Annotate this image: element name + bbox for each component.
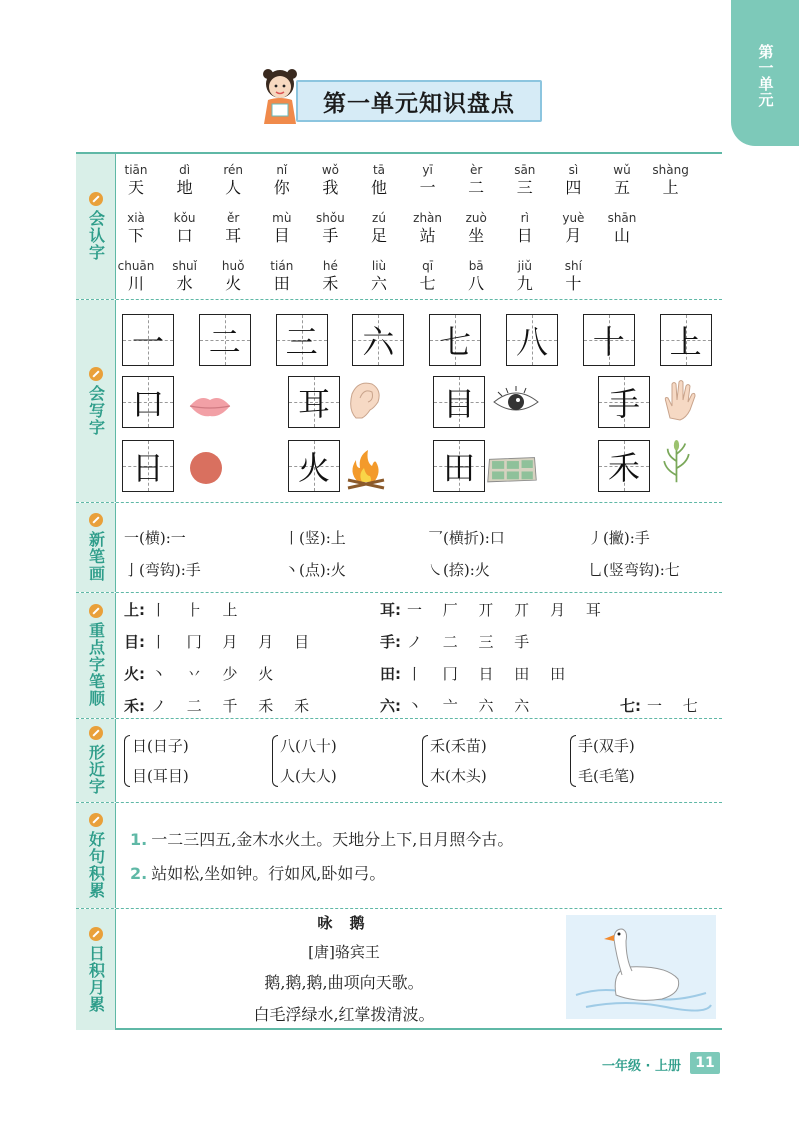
pencil-icon: [89, 192, 103, 206]
hanzi: 目: [273, 226, 290, 245]
hanzi: 上: [662, 178, 679, 197]
hanzi: 川: [127, 274, 144, 293]
tianzige-box: [506, 314, 558, 366]
pinyin: sān: [514, 163, 536, 177]
tianzige-box: [199, 314, 251, 366]
unit-side-tab: 第一单元: [731, 0, 799, 146]
order-steps: 丶 亠 六 六: [407, 697, 531, 715]
pinyin-char: [161, 258, 209, 294]
section-label: 重点字笔顺: [76, 593, 116, 718]
pencil-icon: [89, 367, 103, 381]
pinyin-char: [501, 258, 549, 294]
pinyin-char: [112, 210, 160, 246]
hanzi: 八: [468, 274, 485, 293]
pencil-icon: [89, 513, 103, 527]
section-daily: [76, 909, 722, 1030]
pinyin-char: [161, 210, 209, 246]
section-strokes: [76, 503, 722, 593]
pinyin-line: [117, 258, 722, 304]
hanzi: 田: [273, 274, 290, 293]
pinyin: chuān: [117, 259, 155, 273]
hanzi: 山: [613, 226, 630, 245]
pinyin: shí: [564, 259, 582, 273]
hanzi: 坐: [468, 226, 485, 245]
hanzi: 他: [370, 178, 387, 197]
order-steps: 丨 ⺊ 上: [151, 601, 239, 619]
tianzige-box: [352, 314, 404, 366]
tianzige-box: [288, 440, 340, 492]
stroke-item: 丿(撇):手: [588, 529, 650, 547]
hanzi: 人: [225, 178, 242, 197]
pinyin-char: [306, 258, 354, 294]
pinyin-char: [501, 210, 549, 246]
stroke-order-item: [380, 631, 530, 652]
order-char: 耳:: [380, 601, 401, 619]
stroke-item: 一(横):一: [124, 529, 186, 547]
pinyin-char: [258, 258, 306, 294]
title-banner: [256, 64, 556, 128]
pinyin-char: [404, 258, 452, 294]
pinyin: tiān: [124, 163, 148, 177]
pinyin: nǐ: [276, 163, 288, 177]
write-char: 上: [669, 323, 702, 361]
pencil-icon: [89, 604, 103, 618]
hanzi: 六: [370, 274, 387, 293]
similar-word: 手(双手): [578, 737, 635, 755]
tianzige-box: [122, 376, 174, 428]
stroke-item: 亅(弯钩):手: [124, 561, 201, 579]
stroke-order-item: [620, 695, 699, 716]
order-steps: 一 七: [647, 697, 699, 715]
pinyin-char: [306, 210, 354, 246]
order-steps: 丨 冂 日 田 田: [407, 665, 567, 683]
pinyin-char: [258, 162, 306, 198]
tianzige-box: [122, 440, 174, 492]
tianzige-box: [583, 314, 635, 366]
similar-word: 目(耳目): [132, 767, 189, 785]
hanzi: 禾: [322, 274, 339, 293]
pinyin: tián: [270, 259, 294, 273]
pinyin-line: [124, 162, 722, 208]
stroke-order-item: [380, 663, 566, 684]
pinyin: shàng: [652, 163, 689, 177]
hanzi: 九: [516, 274, 533, 293]
poem: [224, 909, 464, 1031]
hanzi: 四: [565, 178, 582, 197]
pinyin: ěr: [227, 211, 240, 225]
order-steps: ノ 二 千 禾 禾: [151, 697, 311, 715]
pinyin: xià: [127, 211, 145, 225]
pinyin-char: [355, 210, 403, 246]
similar-word: 禾(禾苗): [430, 737, 487, 755]
similar-pair: [570, 731, 635, 791]
hanzi: 你: [273, 178, 290, 197]
pinyin-char: [598, 210, 646, 246]
section-label: 会认字: [76, 154, 116, 299]
hanzi: 我: [322, 178, 339, 197]
section-label: 形近字: [76, 719, 116, 802]
hanzi: 下: [127, 226, 144, 245]
write-char: 十: [592, 323, 625, 361]
hanzi: 站: [419, 226, 436, 245]
write-char: 口: [131, 385, 164, 423]
similar-word: 毛(毛笔): [578, 767, 635, 785]
write-char: 日: [131, 449, 164, 487]
pinyin-char: [452, 210, 500, 246]
write-char: 手: [607, 385, 640, 423]
write-char: 田: [442, 449, 475, 487]
section-order: [76, 593, 722, 719]
pinyin-char: [112, 162, 160, 198]
field-icon: [486, 446, 538, 490]
pinyin: èr: [470, 163, 483, 177]
pinyin-char: [355, 258, 403, 294]
hanzi: 三: [516, 178, 533, 197]
hanzi: 水: [176, 274, 193, 293]
pencil-icon: [89, 726, 103, 740]
hanzi: 手: [322, 226, 339, 245]
similar-word: 人(大人): [280, 767, 337, 785]
pinyin-char: [306, 162, 354, 198]
recognize-content: [117, 154, 722, 299]
pinyin: yuè: [562, 211, 585, 225]
lips-icon: [184, 384, 236, 428]
hanzi: 一: [419, 178, 436, 197]
order-char: 目:: [124, 633, 145, 651]
stroke-order-item: [124, 599, 239, 620]
pinyin: shǒu: [315, 211, 345, 225]
eye-icon: [490, 380, 542, 424]
pinyin: sì: [568, 163, 579, 177]
pinyin-char: [452, 258, 500, 294]
rice-plant-icon: [654, 440, 706, 484]
similar-pair: [272, 731, 337, 791]
order-char: 上:: [124, 601, 145, 619]
similar-word: 八(八十): [280, 737, 337, 755]
pinyin: zhàn: [413, 211, 443, 225]
book-label: 一年级 · 上册: [602, 1059, 681, 1074]
hanzi: 地: [176, 178, 193, 197]
pinyin: hé: [322, 259, 338, 273]
poem-author: [唐]骆宾王: [308, 943, 380, 961]
write-char: 火: [297, 449, 330, 487]
poem-verse: 鹅,鹅,鹅,曲项向天歌。: [264, 973, 424, 992]
pinyin-char: [549, 162, 597, 198]
pinyin: bā: [468, 259, 484, 273]
pinyin-char: [404, 162, 452, 198]
pinyin: shān: [607, 211, 637, 225]
stroke-order-item: [380, 599, 602, 620]
section-label: 日积月累: [76, 909, 116, 1030]
tianzige-box: [429, 314, 481, 366]
hand-icon: [654, 378, 706, 422]
stroke-order-item: [124, 631, 310, 652]
poem-verse: 白毛浮绿水,红掌拨清波。: [253, 1005, 435, 1024]
stroke-item: 乛(横折):口: [428, 529, 505, 547]
pinyin-char: [209, 210, 257, 246]
stroke-order-item: [124, 663, 274, 684]
pinyin: liù: [371, 259, 387, 273]
pinyin: tā: [372, 163, 386, 177]
write-char: 一: [131, 323, 164, 361]
order-steps: 一 厂 丌 丌 月 耳: [407, 601, 602, 619]
ear-icon: [340, 378, 392, 422]
page-number: 11: [690, 1052, 720, 1074]
tianzige-box: [122, 314, 174, 366]
poem-title: 咏 鹅: [317, 914, 371, 932]
brace-icon: [422, 735, 428, 787]
pinyin-char: [598, 162, 646, 198]
write-content: [124, 300, 722, 502]
pinyin-char: [209, 162, 257, 198]
brace-icon: [124, 735, 130, 787]
write-char: 禾: [607, 449, 640, 487]
stroke-item: 丶(点):火: [284, 561, 346, 579]
write-char: 六: [362, 323, 395, 361]
write-char: 耳: [297, 385, 330, 423]
write-char: 二: [208, 323, 241, 361]
stroke-item: 乚(竖弯钩):七: [588, 561, 680, 579]
brace-icon: [570, 735, 576, 787]
tianzige-box: [598, 440, 650, 492]
section-label: 会写字: [76, 300, 116, 502]
pinyin-char: [112, 258, 160, 294]
similar-word: 日(日子): [132, 737, 189, 755]
hanzi: 口: [176, 226, 193, 245]
pinyin-char: [258, 210, 306, 246]
stroke-order-item: [124, 695, 310, 716]
hanzi: 火: [225, 274, 242, 293]
hanzi: 足: [370, 226, 387, 245]
pinyin: qī: [422, 259, 434, 273]
pinyin: mù: [272, 211, 292, 225]
pinyin-char: [549, 210, 597, 246]
pinyin-line: [124, 210, 722, 256]
stroke-item: ㇏(捺):火: [428, 561, 490, 579]
strokes-content: [124, 503, 722, 592]
stroke-order-item: [380, 695, 530, 716]
write-char: 三: [285, 323, 318, 361]
order-steps: 丨 冂 月 月 目: [151, 633, 311, 651]
pencil-icon: [89, 813, 103, 827]
write-char: 七: [439, 323, 472, 361]
stroke-item: 丨(竖):上: [284, 529, 346, 547]
hanzi: 七: [419, 274, 436, 293]
pinyin: zú: [372, 211, 386, 225]
sun-icon: [184, 446, 236, 490]
pencil-icon: [89, 927, 103, 941]
pinyin: rén: [223, 163, 244, 177]
tianzige-box: [660, 314, 712, 366]
pinyin: rì: [520, 211, 529, 225]
sentence-2: 2. 站如松,坐如钟。行如风,卧如弓。: [130, 864, 386, 883]
pinyin-char: [647, 162, 695, 198]
order-steps: 丶 丷 少 火: [151, 665, 275, 683]
tianzige-box: [433, 440, 485, 492]
section-write: [76, 300, 722, 503]
similar-pair: [124, 731, 189, 791]
similar-pair: [422, 731, 487, 791]
hanzi: 月: [565, 226, 582, 245]
tianzige-box: [433, 376, 485, 428]
pinyin: wǒ: [321, 163, 339, 177]
pinyin: jiǔ: [517, 259, 532, 273]
sentence-1: 1. 一二三四五,金木水火土。天地分上下,日月照今古。: [130, 830, 514, 849]
similar-word: 木(木头): [430, 767, 487, 785]
hanzi: 二: [468, 178, 485, 197]
hanzi: 五: [613, 178, 630, 197]
pinyin: dì: [179, 163, 191, 177]
pinyin-char: [501, 162, 549, 198]
page-title: 第一单元知识盘点: [296, 80, 542, 122]
hanzi: 十: [565, 274, 582, 293]
tianzige-box: [288, 376, 340, 428]
similar-content: [124, 719, 722, 802]
order-char: 七:: [620, 697, 641, 715]
brace-icon: [272, 735, 278, 787]
pinyin-char: [355, 162, 403, 198]
pinyin: yī: [422, 163, 433, 177]
order-char: 六:: [380, 697, 401, 715]
pinyin: wǔ: [613, 163, 631, 177]
section-recognize: [76, 154, 722, 300]
section-label: 新笔画: [76, 503, 116, 592]
tianzige-box: [598, 376, 650, 428]
hanzi: 天: [127, 178, 144, 197]
daily-content: [124, 909, 722, 1030]
knowledge-table: [76, 152, 722, 1030]
order-char: 禾:: [124, 697, 145, 715]
order-char: 火:: [124, 665, 145, 683]
section-label: 好句积累: [76, 803, 116, 908]
fire-icon: [340, 446, 392, 490]
section-sentences: [76, 803, 722, 909]
tianzige-box: [276, 314, 328, 366]
order-steps: ノ 二 三 手: [407, 633, 531, 651]
pinyin: shuǐ: [172, 259, 197, 273]
pinyin-char: [452, 162, 500, 198]
hanzi: 耳: [225, 226, 242, 245]
goose-illustration-icon: [566, 915, 716, 1019]
order-char: 手:: [380, 633, 401, 651]
order-content: [124, 593, 722, 718]
pinyin-char: [161, 162, 209, 198]
pinyin: zuò: [465, 211, 487, 225]
pinyin-char: [209, 258, 257, 294]
write-char: 八: [515, 323, 548, 361]
pinyin-char: [404, 210, 452, 246]
pinyin-char: [549, 258, 597, 294]
sentences-content: [124, 803, 722, 908]
write-char: 目: [442, 385, 475, 423]
hanzi: 日: [516, 226, 533, 245]
pinyin: kǒu: [173, 211, 196, 225]
pinyin: huǒ: [221, 259, 245, 273]
section-similar: [76, 719, 722, 803]
order-char: 田:: [380, 665, 401, 683]
